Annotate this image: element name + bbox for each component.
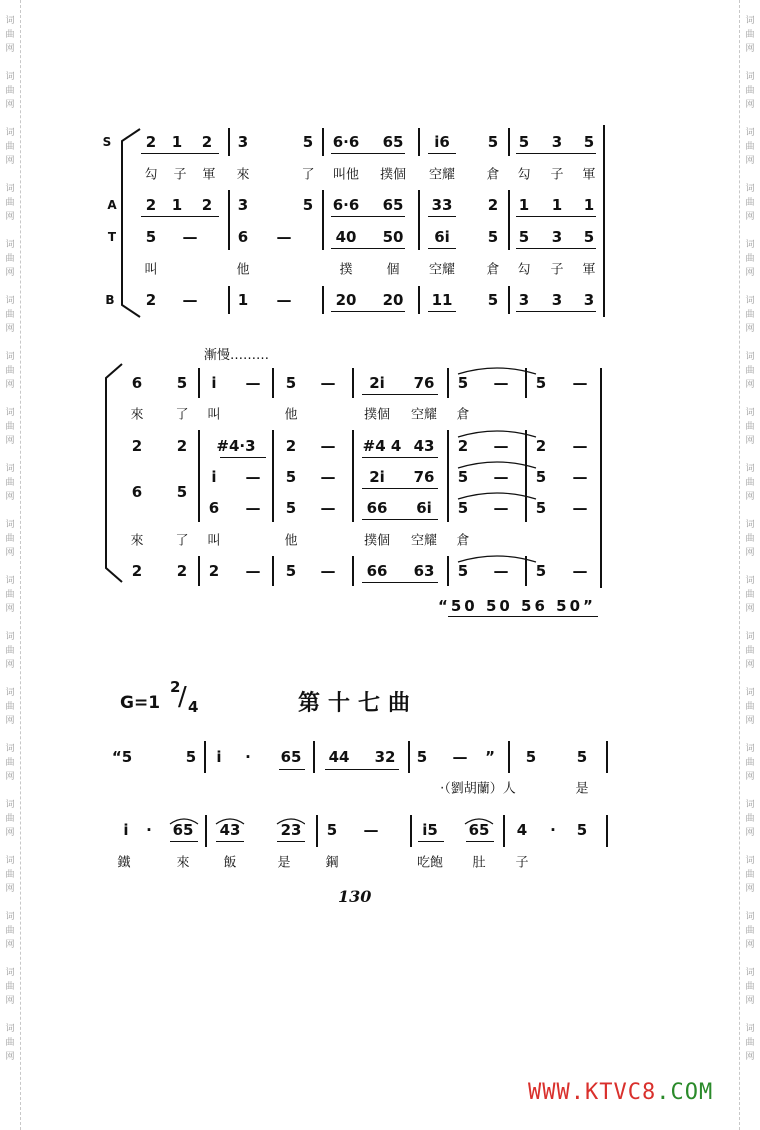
lyric: 倉 [456,533,470,549]
note: 20 [382,291,404,309]
watermark-text: 词曲网 [745,16,755,54]
note: — [245,374,261,392]
lyric: 勾 [144,167,158,183]
note: — [276,291,292,309]
lyric: 空耀 [410,407,438,423]
watermark-text: 词曲网 [745,744,755,782]
barline [313,741,315,773]
note: 2i [369,468,385,486]
note: — [363,821,379,839]
part-label-a: A [107,198,117,212]
note: 5 [145,228,157,246]
note: 65 [382,133,404,151]
note: 5 [487,291,499,309]
beam-underline [279,769,305,770]
note: 65 [382,196,404,214]
lyric: 空耀 [428,167,456,183]
note: 2 [145,133,157,151]
barline [508,190,510,250]
part-label-b: B [105,293,115,307]
watermark-text: 词曲网 [5,16,15,54]
note: i [211,468,217,486]
lyric: 空耀 [428,262,456,278]
system2-bracket [100,360,130,590]
beam-underline [362,394,438,395]
beam-underline [428,153,456,154]
beam-underline [362,582,438,583]
beam-underline [428,248,456,249]
watermark-text: 词曲网 [5,296,15,334]
note: 5 [285,374,297,392]
barline [272,556,274,586]
lyric: 撲個 [363,533,391,549]
note: — [572,468,588,486]
beam-underline [216,841,244,842]
barline [228,190,230,250]
note: 3 [583,291,595,309]
left-watermark-strip [0,0,21,1130]
note: i [216,748,222,766]
lyric: 鋼 [325,855,339,871]
lyric: 軍 [202,167,216,183]
note: — [493,437,509,455]
note: 5 [535,562,547,580]
note: 1 [171,133,183,151]
lyric: 勾 [517,167,531,183]
watermark-text: 词曲网 [5,408,15,446]
lyric: 叫他 [332,167,360,183]
note: — [572,437,588,455]
barline [503,815,505,847]
beam-underline [428,216,456,217]
note: 5 [457,374,469,392]
note: 5 [285,468,297,486]
note: 65 [172,821,194,839]
part-label-s: S [102,135,112,149]
note: 2 [201,196,213,214]
note: 1 [551,196,563,214]
note: 5 [583,133,595,151]
note: ” [485,748,495,766]
note: 5 [576,748,588,766]
note: 5 [176,483,188,501]
watermark-text: 词曲网 [745,296,755,334]
note: 1 [237,291,249,309]
barline [418,128,420,156]
lyric: 他 [236,262,250,278]
lyric: 叫 [207,533,221,549]
barline [322,190,324,250]
watermark-text: 词曲网 [745,968,755,1006]
note: 5 [176,374,188,392]
note: — [493,562,509,580]
barline [606,741,608,773]
lyric: 撲個 [363,407,391,423]
note: 1 [583,196,595,214]
barline [352,368,354,398]
beam-underline [331,216,405,217]
note: 5 [457,468,469,486]
watermark-text: 词曲网 [745,1024,755,1062]
note: 2 [535,437,547,455]
note: i [211,374,217,392]
note: 3 [551,228,563,246]
time-top: 2 [169,678,181,696]
watermark-text: 词曲网 [745,520,755,558]
note: #4 4 [362,437,402,455]
watermark-text: 词曲网 [745,688,755,726]
site-logo-main: WWW.KTVC8 [528,1080,657,1105]
note: 3 [551,133,563,151]
barline [322,286,324,314]
beam-underline [428,311,456,312]
beam-underline [418,841,444,842]
lyric: 子 [173,167,187,183]
note: 3 [237,196,249,214]
note: 5 [576,821,588,839]
watermark-text: 词曲网 [5,352,15,390]
ties [452,360,602,600]
watermark-text: 词曲网 [5,744,15,782]
note: 23 [280,821,302,839]
note: 65 [468,821,490,839]
slur [460,810,500,830]
note: 2 [457,437,469,455]
watermark-text: 词曲网 [745,464,755,502]
note: 4 [516,821,528,839]
beam-underline [325,769,399,770]
note: 5 [518,133,530,151]
watermark-text: 词曲网 [5,576,15,614]
watermark-text: 词曲网 [5,128,15,166]
note: 66 [366,562,388,580]
note: 5 [326,821,338,839]
slurs [165,810,305,830]
watermark-text: 词曲网 [745,632,755,670]
note: 20 [335,291,357,309]
beam-underline [362,519,438,520]
note: — [452,748,468,766]
note: 65 [280,748,302,766]
note: — [182,228,198,246]
beam-underline [362,488,438,489]
note: 5 [518,228,530,246]
site-logo [528,1080,713,1105]
note: 2 [131,437,143,455]
note: 5 [285,562,297,580]
note: 2 [145,196,157,214]
tempo-mark: 漸慢……… [204,348,270,363]
barline [352,430,354,522]
note: — [245,562,261,580]
watermark-text: 词曲网 [745,800,755,838]
note: 76 [413,374,435,392]
site-logo-tail: .COM [656,1080,714,1105]
note: 5 [457,562,469,580]
barline [228,128,230,156]
lyric: 軍 [582,167,596,183]
beam-underline [516,153,596,154]
note: 5 [535,499,547,517]
note: 33 [431,196,453,214]
note: 44 [328,748,350,766]
note: 5 [457,499,469,517]
watermark-text: 词曲网 [745,240,755,278]
note: — [320,374,336,392]
note: — [493,374,509,392]
beam-underline [220,457,266,458]
lyric: 鐵 [117,855,131,871]
barline [198,368,200,398]
piece-title: 第十七曲 [298,691,419,716]
barline [418,190,420,250]
note: 6·6 [332,133,360,151]
note: 6 [237,228,249,246]
quote-notes: “50 50 56 50” [438,597,596,615]
barline [447,556,449,586]
barline [272,368,274,398]
right-watermark-strip [739,0,760,1130]
note: 43 [219,821,241,839]
note: 2 [176,562,188,580]
watermark-text: 词曲网 [5,240,15,278]
barline [198,430,200,522]
note: 3 [551,291,563,309]
note: — [572,374,588,392]
barline [606,815,608,847]
note: 5 [583,228,595,246]
barline [352,556,354,586]
note: 76 [413,468,435,486]
watermark-text: 词曲网 [5,632,15,670]
note: — [320,499,336,517]
note: 2 [176,437,188,455]
note: · [550,821,556,839]
watermark-text: 词曲网 [5,72,15,110]
barline [204,741,206,773]
beam-underline [516,216,596,217]
note: 5 [285,499,297,517]
lyric: 撲 [339,262,353,278]
note: 2 [201,133,213,151]
note: 5 [535,468,547,486]
beam-underline [170,841,198,842]
beam-underline [331,248,405,249]
note: 40 [335,228,357,246]
beam-underline [466,841,494,842]
lyric: 來 [130,407,144,423]
note: 1 [518,196,530,214]
watermark-text: 词曲网 [745,72,755,110]
lyric: 了 [175,407,189,423]
barline [508,128,510,156]
lyric: 軍 [582,262,596,278]
note: 50 [382,228,404,246]
lyric: 撲個 [379,167,407,183]
lyric: 子 [550,167,564,183]
barline [508,286,510,314]
note: i5 [422,821,438,839]
note: 5 [487,228,499,246]
watermark-text: 词曲网 [5,856,15,894]
barline [322,128,324,156]
watermark-text: 词曲网 [745,408,755,446]
lyric: 倉 [456,407,470,423]
note: — [320,468,336,486]
beam-underline [331,153,405,154]
watermark-text: 词曲网 [5,912,15,950]
watermark-text: 词曲网 [5,968,15,1006]
beam-underline [331,311,405,312]
note: 2 [487,196,499,214]
beam-underline [448,616,598,617]
note: “5 [111,748,133,766]
note: — [493,499,509,517]
lyric: 他 [284,533,298,549]
note: 3 [518,291,530,309]
watermark-text: 词曲网 [745,856,755,894]
note: 3 [237,133,249,151]
watermark-text: 词曲网 [5,464,15,502]
note: — [245,468,261,486]
lyric: 了 [175,533,189,549]
part-label-t: T [107,230,117,244]
watermark-text: 词曲网 [745,352,755,390]
beam-underline [516,311,596,312]
note: 43 [413,437,435,455]
note: 6 [131,374,143,392]
lyric: 倉 [486,262,500,278]
lyric: 叫 [207,407,221,423]
barline-end [603,125,605,317]
note: 5 [525,748,537,766]
note: · [245,748,251,766]
lyric: 子 [550,262,564,278]
beam-underline [277,841,305,842]
lyric: 空耀 [410,533,438,549]
note: — [320,437,336,455]
note: 2 [208,562,220,580]
note: — [572,499,588,517]
note: 6·6 [332,196,360,214]
watermark-text: 词曲网 [5,1024,15,1062]
barline [228,286,230,314]
watermark-text: 词曲网 [745,576,755,614]
lyric: 了 [301,167,315,183]
barline [198,556,200,586]
lyric: 個 [386,262,400,278]
lyric: 吃飽 [416,855,444,871]
watermark-text: 词曲网 [745,912,755,950]
lyric: 叫 [144,262,158,278]
note: 5 [487,133,499,151]
barline [272,430,274,522]
barline [447,430,449,522]
lyric: 勾 [517,262,531,278]
watermark-text: 词曲网 [5,520,15,558]
watermark-text: 词曲网 [5,688,15,726]
watermark-text: 词曲网 [5,800,15,838]
barline [408,741,410,773]
lyric: 是 [277,855,291,871]
note: — [245,499,261,517]
watermark-text: 词曲网 [745,184,755,222]
lyric: 子 [515,855,529,871]
lyric: 倉 [486,167,500,183]
note: 6 [131,483,143,501]
note: i [123,821,129,839]
note: 2 [285,437,297,455]
note: #4·3 [216,437,256,455]
lyric: 他 [284,407,298,423]
note: 66 [366,499,388,517]
note: 6i [434,228,450,246]
note: 6i [416,499,432,517]
barline [316,815,318,847]
lyric: 飯 [223,855,237,871]
note: — [320,562,336,580]
note: 5 [302,133,314,151]
lyric: 來 [176,855,190,871]
note: 2 [145,291,157,309]
barline [508,741,510,773]
note: 5 [302,196,314,214]
time-bottom: 4 [187,698,199,716]
page-number: 130 [338,887,372,906]
lyric: ·（劉胡蘭）人 [440,781,516,797]
lyric: 肚 [472,855,486,871]
note: 5 [535,374,547,392]
note: 32 [374,748,396,766]
watermark-text: 词曲网 [745,128,755,166]
note: 6 [208,499,220,517]
beam-underline [362,457,438,458]
beam-underline [141,153,219,154]
note: 2 [131,562,143,580]
note: 63 [413,562,435,580]
note: — [182,291,198,309]
note: 5 [416,748,428,766]
beam-underline [141,216,219,217]
lyric: 來 [236,167,250,183]
barline [410,815,412,847]
note: — [572,562,588,580]
note: — [276,228,292,246]
note: i6 [434,133,450,151]
barline [418,286,420,314]
key-text: G=1 [120,693,161,713]
note: 5 [185,748,197,766]
lyric: 是 [575,781,589,797]
beam-underline [516,248,596,249]
lyric: 來 [130,533,144,549]
key-signature: G=1 2 / 4 [120,678,199,716]
note: — [493,468,509,486]
note: · [146,821,152,839]
note: 1 [171,196,183,214]
note: 2i [369,374,385,392]
note: 11 [431,291,453,309]
watermark-text: 词曲网 [5,184,15,222]
barline [447,368,449,398]
